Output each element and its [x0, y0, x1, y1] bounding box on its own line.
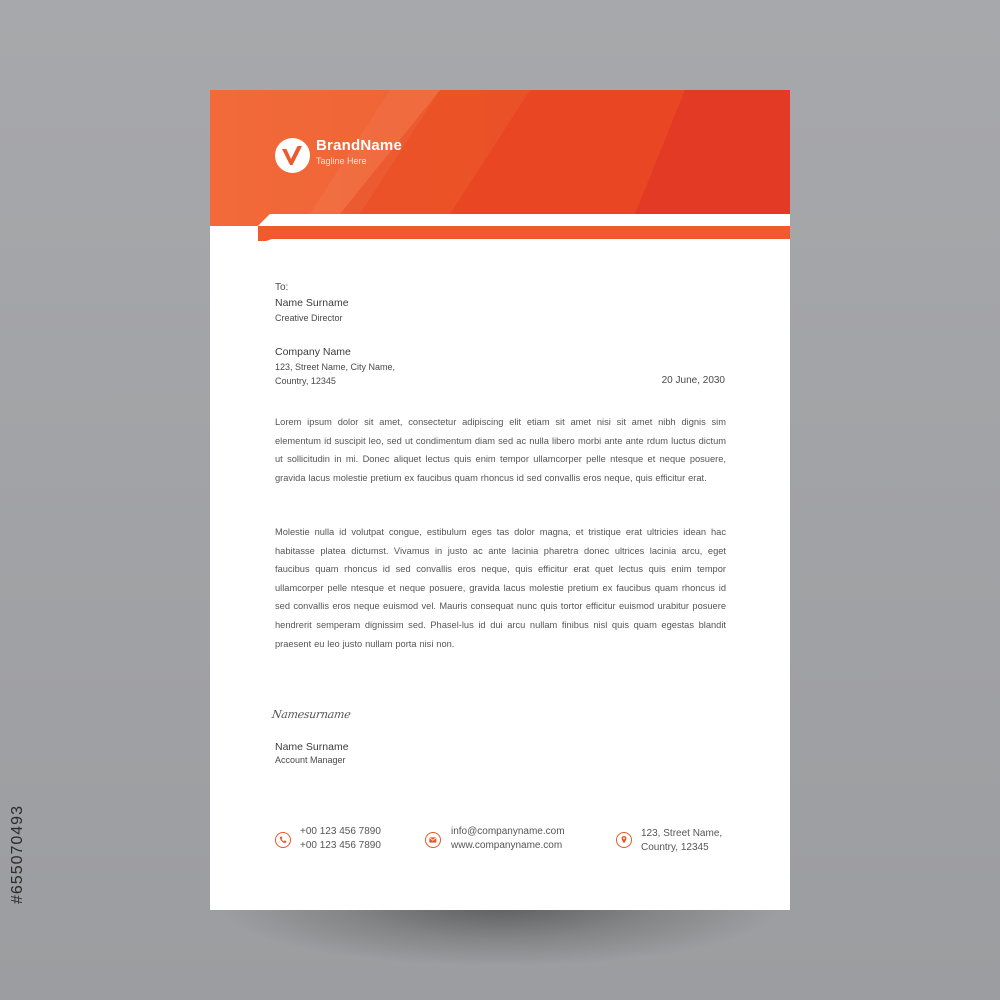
footer-phone-1: +00 123 456 7890	[300, 826, 381, 837]
page-shadow	[225, 905, 775, 965]
letterhead-page	[210, 90, 790, 910]
letter-date: 20 June, 2030	[661, 375, 725, 386]
signature-script: Namesurname	[271, 708, 352, 721]
recipient-company: Company Name	[275, 346, 351, 358]
signer-role: Account Manager	[275, 755, 346, 765]
v-check-logo-icon	[275, 138, 310, 173]
signer-name: Name Surname	[275, 741, 349, 753]
phone-icon	[275, 832, 291, 848]
brand-name: BrandName	[316, 137, 402, 154]
recipient-title: Creative Director	[275, 313, 343, 323]
footer-address-1: 123, Street Name,	[641, 828, 723, 839]
stock-id-label: #655070493	[9, 805, 26, 905]
location-pin-icon	[616, 832, 632, 848]
to-label: To:	[275, 282, 289, 293]
recipient-name: Name Surname	[275, 297, 349, 309]
body-paragraph-2: Molestie nulla id volutpat congue, estibulum eges tas dolor magna, et tristique erat ultricies idean hac habitasse platea dictumst. Vivamus in justo ac ante lacinia pharetra donec ultrices lacinia arcu, eget faucibus quam rhoncus id sed convallis eros neque, quis efficitur erat quet lectus quis enim tempor ullamcorper pelle ntesque et neque posuere, gravida lacus molestie pretium ex faucibus quam rhoncus id sed convallis eros neque euismod vel. Mauris consequat nunc quis tortor efficitur euismod urabitur posuere hendrerit semperam dignissim sed. Phasel-lus id dui arcu nullam finibus nisl quis quam egestas blandit praesent eu leo justo nullam porta nisi non.	[275, 527, 726, 649]
recipient-address-line1: 123, Street Name, City Name,	[275, 362, 396, 372]
footer-phone-2: +00 123 456 7890	[300, 840, 381, 851]
body-paragraph-1: Lorem ipsum dolor sit amet, consectetur adipiscing elit etiam sit amet nisi sit amet nibh dignis sim elementum id suscipit leo, sed ut condimentum diam sed ac nulla libero morbi ante ante rdum luctus dictum ut sollicitudin in mi. Donec aliquet lectus quis enim tempor ullamcorper pelle ntesque et neque posuere, gravida lacus molestie pretium ex faucibus quam rhoncus id sed convallis eros neque, quis efficitur erat.	[275, 417, 726, 483]
footer-email[interactable]: info@companyname.com	[451, 826, 565, 837]
email-icon	[425, 832, 441, 848]
tagline: Tagline Here	[316, 156, 367, 166]
header-divider-white	[258, 214, 790, 226]
recipient-address-line2: Country, 12345	[275, 376, 336, 386]
footer-address-2: Country, 12345	[641, 842, 709, 853]
footer-website[interactable]: www.companyname.com	[451, 840, 563, 851]
header-divider-orange	[258, 226, 790, 241]
